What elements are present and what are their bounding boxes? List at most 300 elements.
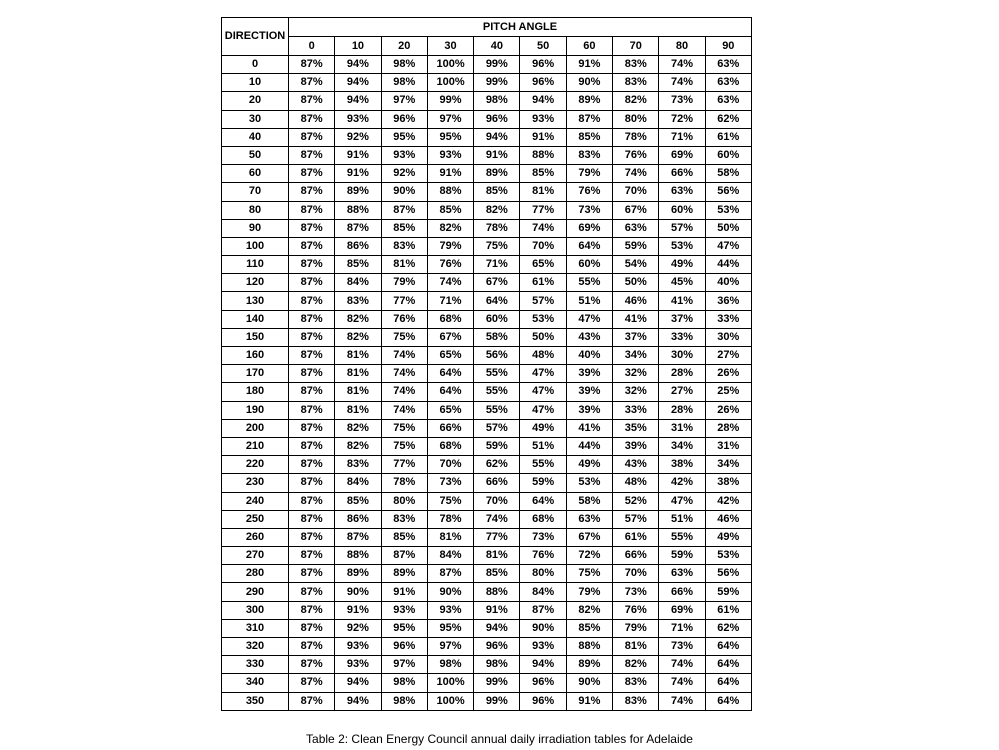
irradiation-value-cell: 96% bbox=[520, 692, 566, 710]
table-row bbox=[222, 528, 752, 546]
direction-cell: 210 bbox=[222, 437, 289, 455]
irradiation-value-cell: 94% bbox=[335, 92, 381, 110]
irradiation-value-cell: 79% bbox=[381, 274, 427, 292]
table-row bbox=[222, 401, 752, 419]
irradiation-value-cell: 85% bbox=[381, 528, 427, 546]
irradiation-value-cell: 81% bbox=[613, 638, 659, 656]
table-row bbox=[222, 183, 752, 201]
direction-cell: 340 bbox=[222, 674, 289, 692]
irradiation-value-cell: 65% bbox=[520, 256, 566, 274]
irradiation-value-cell: 87% bbox=[289, 528, 335, 546]
irradiation-value-cell: 87% bbox=[289, 110, 335, 128]
irradiation-value-cell: 44% bbox=[705, 256, 751, 274]
irradiation-value-cell: 59% bbox=[659, 547, 705, 565]
irradiation-value-cell: 74% bbox=[613, 165, 659, 183]
irradiation-value-cell: 63% bbox=[659, 565, 705, 583]
irradiation-value-cell: 98% bbox=[474, 92, 520, 110]
irradiation-value-cell: 69% bbox=[566, 219, 612, 237]
irradiation-value-cell: 48% bbox=[613, 474, 659, 492]
irradiation-value-cell: 25% bbox=[705, 383, 751, 401]
direction-cell: 220 bbox=[222, 456, 289, 474]
irradiation-value-cell: 74% bbox=[659, 692, 705, 710]
irradiation-value-cell: 64% bbox=[566, 237, 612, 255]
irradiation-value-cell: 51% bbox=[566, 292, 612, 310]
irradiation-value-cell: 89% bbox=[335, 565, 381, 583]
irradiation-value-cell: 89% bbox=[566, 92, 612, 110]
direction-cell: 250 bbox=[222, 510, 289, 528]
irradiation-value-cell: 81% bbox=[520, 183, 566, 201]
irradiation-value-cell: 64% bbox=[705, 638, 751, 656]
irradiation-value-cell: 85% bbox=[520, 165, 566, 183]
irradiation-value-cell: 34% bbox=[705, 456, 751, 474]
irradiation-value-cell: 39% bbox=[566, 365, 612, 383]
table-row bbox=[222, 456, 752, 474]
irradiation-value-cell: 47% bbox=[566, 310, 612, 328]
irradiation-value-cell: 89% bbox=[566, 656, 612, 674]
irradiation-value-cell: 87% bbox=[289, 328, 335, 346]
irradiation-value-cell: 90% bbox=[520, 619, 566, 637]
irradiation-value-cell: 74% bbox=[381, 401, 427, 419]
irradiation-value-cell: 88% bbox=[566, 638, 612, 656]
irradiation-value-cell: 87% bbox=[289, 128, 335, 146]
irradiation-value-cell: 27% bbox=[659, 383, 705, 401]
irradiation-value-cell: 90% bbox=[566, 74, 612, 92]
irradiation-value-cell: 88% bbox=[335, 201, 381, 219]
table-row bbox=[222, 128, 752, 146]
irradiation-value-cell: 94% bbox=[474, 128, 520, 146]
irradiation-value-cell: 65% bbox=[427, 401, 473, 419]
irradiation-value-cell: 99% bbox=[427, 92, 473, 110]
irradiation-value-cell: 53% bbox=[659, 237, 705, 255]
irradiation-value-cell: 67% bbox=[474, 274, 520, 292]
irradiation-value-cell: 32% bbox=[613, 383, 659, 401]
irradiation-value-cell: 93% bbox=[427, 601, 473, 619]
irradiation-value-cell: 38% bbox=[705, 474, 751, 492]
irradiation-value-cell: 87% bbox=[289, 92, 335, 110]
irradiation-value-cell: 76% bbox=[381, 310, 427, 328]
table-row bbox=[222, 474, 752, 492]
irradiation-value-cell: 93% bbox=[520, 110, 566, 128]
irradiation-value-cell: 75% bbox=[381, 419, 427, 437]
irradiation-value-cell: 82% bbox=[335, 437, 381, 455]
table-row bbox=[222, 492, 752, 510]
irradiation-value-cell: 86% bbox=[335, 510, 381, 528]
irradiation-value-cell: 83% bbox=[381, 237, 427, 255]
table-row bbox=[222, 56, 752, 74]
irradiation-value-cell: 68% bbox=[427, 310, 473, 328]
direction-cell: 170 bbox=[222, 365, 289, 383]
pitch-angle-cell: 30 bbox=[427, 37, 473, 56]
irradiation-value-cell: 97% bbox=[427, 110, 473, 128]
direction-cell: 200 bbox=[222, 419, 289, 437]
direction-cell: 90 bbox=[222, 219, 289, 237]
irradiation-value-cell: 94% bbox=[335, 74, 381, 92]
irradiation-value-cell: 55% bbox=[474, 401, 520, 419]
irradiation-value-cell: 74% bbox=[474, 510, 520, 528]
irradiation-value-cell: 30% bbox=[659, 347, 705, 365]
irradiation-value-cell: 83% bbox=[613, 692, 659, 710]
irradiation-value-cell: 94% bbox=[474, 619, 520, 637]
irradiation-value-cell: 92% bbox=[335, 619, 381, 637]
irradiation-value-cell: 66% bbox=[613, 547, 659, 565]
direction-cell: 300 bbox=[222, 601, 289, 619]
irradiation-value-cell: 64% bbox=[427, 365, 473, 383]
irradiation-value-cell: 99% bbox=[474, 692, 520, 710]
irradiation-value-cell: 88% bbox=[474, 583, 520, 601]
table-row bbox=[222, 674, 752, 692]
direction-cell: 100 bbox=[222, 237, 289, 255]
irradiation-value-cell: 87% bbox=[335, 219, 381, 237]
irradiation-value-cell: 41% bbox=[566, 419, 612, 437]
direction-cell: 160 bbox=[222, 347, 289, 365]
irradiation-value-cell: 93% bbox=[335, 656, 381, 674]
irradiation-value-cell: 55% bbox=[659, 528, 705, 546]
direction-cell: 140 bbox=[222, 310, 289, 328]
irradiation-value-cell: 43% bbox=[613, 456, 659, 474]
direction-cell: 70 bbox=[222, 183, 289, 201]
irradiation-value-cell: 53% bbox=[705, 201, 751, 219]
irradiation-value-cell: 97% bbox=[427, 638, 473, 656]
direction-cell: 0 bbox=[222, 56, 289, 74]
irradiation-value-cell: 42% bbox=[659, 474, 705, 492]
irradiation-value-cell: 71% bbox=[427, 292, 473, 310]
pitch-angle-cell: 70 bbox=[613, 37, 659, 56]
irradiation-value-cell: 83% bbox=[613, 674, 659, 692]
irradiation-value-cell: 87% bbox=[289, 492, 335, 510]
direction-cell: 310 bbox=[222, 619, 289, 637]
irradiation-value-cell: 61% bbox=[613, 528, 659, 546]
irradiation-value-cell: 98% bbox=[381, 74, 427, 92]
irradiation-value-cell: 69% bbox=[659, 601, 705, 619]
irradiation-value-cell: 51% bbox=[659, 510, 705, 528]
pitch-angle-cell: 90 bbox=[705, 37, 751, 56]
irradiation-value-cell: 49% bbox=[566, 456, 612, 474]
irradiation-value-cell: 87% bbox=[289, 619, 335, 637]
irradiation-value-cell: 74% bbox=[659, 74, 705, 92]
irradiation-value-cell: 66% bbox=[659, 165, 705, 183]
irradiation-value-cell: 99% bbox=[474, 674, 520, 692]
irradiation-value-cell: 87% bbox=[381, 547, 427, 565]
irradiation-value-cell: 74% bbox=[659, 656, 705, 674]
irradiation-value-cell: 87% bbox=[289, 656, 335, 674]
irradiation-value-cell: 80% bbox=[613, 110, 659, 128]
irradiation-value-cell: 43% bbox=[566, 328, 612, 346]
irradiation-value-cell: 57% bbox=[659, 219, 705, 237]
direction-cell: 230 bbox=[222, 474, 289, 492]
irradiation-value-cell: 74% bbox=[427, 274, 473, 292]
table-row bbox=[222, 74, 752, 92]
irradiation-value-cell: 67% bbox=[427, 328, 473, 346]
direction-cell: 290 bbox=[222, 583, 289, 601]
irradiation-value-cell: 33% bbox=[705, 310, 751, 328]
table-row bbox=[222, 638, 752, 656]
irradiation-value-cell: 94% bbox=[520, 656, 566, 674]
irradiation-value-cell: 67% bbox=[566, 528, 612, 546]
irradiation-value-cell: 46% bbox=[613, 292, 659, 310]
table-row bbox=[222, 365, 752, 383]
irradiation-value-cell: 93% bbox=[520, 638, 566, 656]
table-row bbox=[222, 510, 752, 528]
irradiation-value-cell: 75% bbox=[427, 492, 473, 510]
table-row bbox=[222, 146, 752, 164]
irradiation-value-cell: 87% bbox=[566, 110, 612, 128]
pitch-angle-cell: 10 bbox=[335, 37, 381, 56]
irradiation-value-cell: 50% bbox=[520, 328, 566, 346]
table-row bbox=[222, 619, 752, 637]
irradiation-value-cell: 96% bbox=[520, 56, 566, 74]
irradiation-value-cell: 98% bbox=[381, 692, 427, 710]
irradiation-value-cell: 91% bbox=[335, 146, 381, 164]
irradiation-value-cell: 96% bbox=[474, 638, 520, 656]
irradiation-value-cell: 85% bbox=[474, 183, 520, 201]
irradiation-value-cell: 42% bbox=[705, 492, 751, 510]
irradiation-value-cell: 100% bbox=[427, 674, 473, 692]
irradiation-value-cell: 63% bbox=[659, 183, 705, 201]
table-row bbox=[222, 92, 752, 110]
table-row bbox=[222, 165, 752, 183]
irradiation-value-cell: 58% bbox=[474, 328, 520, 346]
irradiation-value-cell: 76% bbox=[520, 547, 566, 565]
irradiation-value-cell: 87% bbox=[335, 528, 381, 546]
irradiation-value-cell: 57% bbox=[613, 510, 659, 528]
direction-cell: 130 bbox=[222, 292, 289, 310]
irradiation-value-cell: 85% bbox=[335, 256, 381, 274]
irradiation-value-cell: 78% bbox=[474, 219, 520, 237]
irradiation-value-cell: 27% bbox=[705, 347, 751, 365]
direction-cell: 10 bbox=[222, 74, 289, 92]
irradiation-value-cell: 91% bbox=[566, 56, 612, 74]
table-caption: Table 2: Clean Energy Council annual daily irradiation tables for Adelaide bbox=[306, 732, 693, 746]
irradiation-value-cell: 98% bbox=[381, 674, 427, 692]
irradiation-value-cell: 95% bbox=[381, 619, 427, 637]
irradiation-value-cell: 63% bbox=[613, 219, 659, 237]
direction-cell: 50 bbox=[222, 146, 289, 164]
irradiation-value-cell: 93% bbox=[381, 601, 427, 619]
table-row bbox=[222, 383, 752, 401]
irradiation-value-cell: 91% bbox=[381, 583, 427, 601]
irradiation-table bbox=[221, 17, 752, 711]
irradiation-value-cell: 85% bbox=[381, 219, 427, 237]
irradiation-value-cell: 87% bbox=[289, 583, 335, 601]
pitch-angle-cell: 0 bbox=[289, 37, 335, 56]
irradiation-value-cell: 76% bbox=[566, 183, 612, 201]
irradiation-value-cell: 88% bbox=[335, 547, 381, 565]
irradiation-value-cell: 55% bbox=[520, 456, 566, 474]
irradiation-value-cell: 84% bbox=[335, 474, 381, 492]
irradiation-value-cell: 77% bbox=[381, 292, 427, 310]
irradiation-value-cell: 81% bbox=[474, 547, 520, 565]
direction-cell: 60 bbox=[222, 165, 289, 183]
irradiation-value-cell: 72% bbox=[659, 110, 705, 128]
irradiation-value-cell: 87% bbox=[289, 365, 335, 383]
irradiation-value-cell: 31% bbox=[659, 419, 705, 437]
irradiation-value-cell: 74% bbox=[659, 56, 705, 74]
table-row bbox=[222, 237, 752, 255]
table-row bbox=[222, 692, 752, 710]
pitch-angle-cell: 50 bbox=[520, 37, 566, 56]
irradiation-value-cell: 33% bbox=[659, 328, 705, 346]
irradiation-value-cell: 60% bbox=[566, 256, 612, 274]
table-row bbox=[222, 219, 752, 237]
pitch-angle-cell: 80 bbox=[659, 37, 705, 56]
irradiation-value-cell: 82% bbox=[335, 310, 381, 328]
irradiation-value-cell: 95% bbox=[427, 619, 473, 637]
irradiation-value-cell: 61% bbox=[705, 601, 751, 619]
irradiation-value-cell: 57% bbox=[474, 419, 520, 437]
direction-cell: 280 bbox=[222, 565, 289, 583]
direction-cell: 180 bbox=[222, 383, 289, 401]
irradiation-value-cell: 47% bbox=[520, 401, 566, 419]
irradiation-value-cell: 53% bbox=[705, 547, 751, 565]
irradiation-value-cell: 47% bbox=[520, 365, 566, 383]
direction-cell: 120 bbox=[222, 274, 289, 292]
irradiation-value-cell: 28% bbox=[659, 365, 705, 383]
irradiation-value-cell: 87% bbox=[289, 474, 335, 492]
irradiation-value-cell: 91% bbox=[335, 165, 381, 183]
irradiation-value-cell: 94% bbox=[335, 674, 381, 692]
irradiation-value-cell: 66% bbox=[659, 583, 705, 601]
irradiation-value-cell: 56% bbox=[705, 183, 751, 201]
irradiation-value-cell: 96% bbox=[381, 110, 427, 128]
irradiation-value-cell: 75% bbox=[474, 237, 520, 255]
irradiation-value-cell: 73% bbox=[613, 583, 659, 601]
irradiation-value-cell: 87% bbox=[289, 601, 335, 619]
irradiation-value-cell: 60% bbox=[474, 310, 520, 328]
irradiation-value-cell: 46% bbox=[705, 510, 751, 528]
table-row bbox=[222, 110, 752, 128]
irradiation-value-cell: 84% bbox=[335, 274, 381, 292]
irradiation-value-cell: 94% bbox=[520, 92, 566, 110]
direction-cell: 30 bbox=[222, 110, 289, 128]
irradiation-value-cell: 83% bbox=[381, 510, 427, 528]
irradiation-value-cell: 59% bbox=[613, 237, 659, 255]
irradiation-value-cell: 82% bbox=[335, 419, 381, 437]
irradiation-value-cell: 96% bbox=[474, 110, 520, 128]
irradiation-value-cell: 64% bbox=[474, 292, 520, 310]
table-row bbox=[222, 201, 752, 219]
irradiation-value-cell: 47% bbox=[659, 492, 705, 510]
irradiation-value-cell: 71% bbox=[474, 256, 520, 274]
pitch-angle-row bbox=[222, 37, 752, 56]
irradiation-value-cell: 75% bbox=[381, 437, 427, 455]
table-row bbox=[222, 547, 752, 565]
irradiation-value-cell: 41% bbox=[659, 292, 705, 310]
pitch-angle-cell: 20 bbox=[381, 37, 427, 56]
irradiation-value-cell: 87% bbox=[289, 292, 335, 310]
irradiation-value-cell: 99% bbox=[474, 56, 520, 74]
irradiation-value-cell: 87% bbox=[289, 74, 335, 92]
table-row bbox=[222, 656, 752, 674]
irradiation-value-cell: 39% bbox=[566, 401, 612, 419]
irradiation-value-cell: 37% bbox=[659, 310, 705, 328]
irradiation-value-cell: 30% bbox=[705, 328, 751, 346]
irradiation-value-cell: 90% bbox=[566, 674, 612, 692]
irradiation-value-cell: 87% bbox=[289, 401, 335, 419]
irradiation-value-cell: 73% bbox=[427, 474, 473, 492]
irradiation-value-cell: 96% bbox=[520, 674, 566, 692]
irradiation-value-cell: 26% bbox=[705, 365, 751, 383]
irradiation-value-cell: 93% bbox=[335, 638, 381, 656]
direction-cell: 80 bbox=[222, 201, 289, 219]
irradiation-value-cell: 62% bbox=[705, 619, 751, 637]
irradiation-value-cell: 91% bbox=[474, 601, 520, 619]
irradiation-value-cell: 74% bbox=[381, 383, 427, 401]
irradiation-value-cell: 39% bbox=[566, 383, 612, 401]
irradiation-value-cell: 70% bbox=[427, 456, 473, 474]
irradiation-value-cell: 64% bbox=[520, 492, 566, 510]
irradiation-value-cell: 48% bbox=[520, 347, 566, 365]
irradiation-value-cell: 83% bbox=[335, 456, 381, 474]
table-row bbox=[222, 292, 752, 310]
irradiation-value-cell: 87% bbox=[289, 165, 335, 183]
irradiation-value-cell: 87% bbox=[381, 201, 427, 219]
irradiation-value-cell: 83% bbox=[613, 56, 659, 74]
irradiation-value-cell: 61% bbox=[705, 128, 751, 146]
irradiation-value-cell: 67% bbox=[613, 201, 659, 219]
irradiation-value-cell: 78% bbox=[613, 128, 659, 146]
irradiation-value-cell: 70% bbox=[474, 492, 520, 510]
irradiation-value-cell: 61% bbox=[520, 274, 566, 292]
irradiation-value-cell: 73% bbox=[566, 201, 612, 219]
irradiation-value-cell: 41% bbox=[613, 310, 659, 328]
irradiation-value-cell: 87% bbox=[289, 419, 335, 437]
irradiation-value-cell: 63% bbox=[705, 56, 751, 74]
table-row bbox=[222, 274, 752, 292]
irradiation-value-cell: 87% bbox=[289, 201, 335, 219]
irradiation-value-cell: 59% bbox=[474, 437, 520, 455]
direction-cell: 40 bbox=[222, 128, 289, 146]
irradiation-value-cell: 79% bbox=[566, 165, 612, 183]
irradiation-value-cell: 34% bbox=[659, 437, 705, 455]
irradiation-value-cell: 87% bbox=[427, 565, 473, 583]
irradiation-value-cell: 81% bbox=[335, 347, 381, 365]
irradiation-value-cell: 63% bbox=[705, 74, 751, 92]
irradiation-value-cell: 87% bbox=[289, 310, 335, 328]
irradiation-value-cell: 83% bbox=[613, 74, 659, 92]
irradiation-value-cell: 65% bbox=[427, 347, 473, 365]
irradiation-value-cell: 88% bbox=[520, 146, 566, 164]
irradiation-value-cell: 34% bbox=[613, 347, 659, 365]
table-row bbox=[222, 256, 752, 274]
irradiation-value-cell: 60% bbox=[659, 201, 705, 219]
irradiation-value-cell: 40% bbox=[566, 347, 612, 365]
irradiation-value-cell: 78% bbox=[427, 510, 473, 528]
irradiation-value-cell: 49% bbox=[705, 528, 751, 546]
irradiation-value-cell: 98% bbox=[474, 656, 520, 674]
irradiation-value-cell: 80% bbox=[520, 565, 566, 583]
irradiation-value-cell: 85% bbox=[427, 201, 473, 219]
irradiation-value-cell: 59% bbox=[520, 474, 566, 492]
irradiation-value-cell: 90% bbox=[335, 583, 381, 601]
irradiation-value-cell: 87% bbox=[289, 565, 335, 583]
irradiation-value-cell: 62% bbox=[705, 110, 751, 128]
irradiation-value-cell: 97% bbox=[381, 92, 427, 110]
table-body bbox=[222, 56, 752, 711]
irradiation-value-cell: 59% bbox=[705, 583, 751, 601]
irradiation-value-cell: 94% bbox=[335, 692, 381, 710]
irradiation-value-cell: 85% bbox=[335, 492, 381, 510]
irradiation-value-cell: 77% bbox=[381, 456, 427, 474]
irradiation-value-cell: 87% bbox=[289, 437, 335, 455]
irradiation-value-cell: 81% bbox=[381, 256, 427, 274]
irradiation-value-cell: 87% bbox=[520, 601, 566, 619]
irradiation-value-cell: 86% bbox=[335, 237, 381, 255]
irradiation-value-cell: 90% bbox=[381, 183, 427, 201]
irradiation-value-cell: 94% bbox=[335, 56, 381, 74]
irradiation-value-cell: 52% bbox=[613, 492, 659, 510]
irradiation-value-cell: 100% bbox=[427, 692, 473, 710]
irradiation-value-cell: 73% bbox=[659, 92, 705, 110]
